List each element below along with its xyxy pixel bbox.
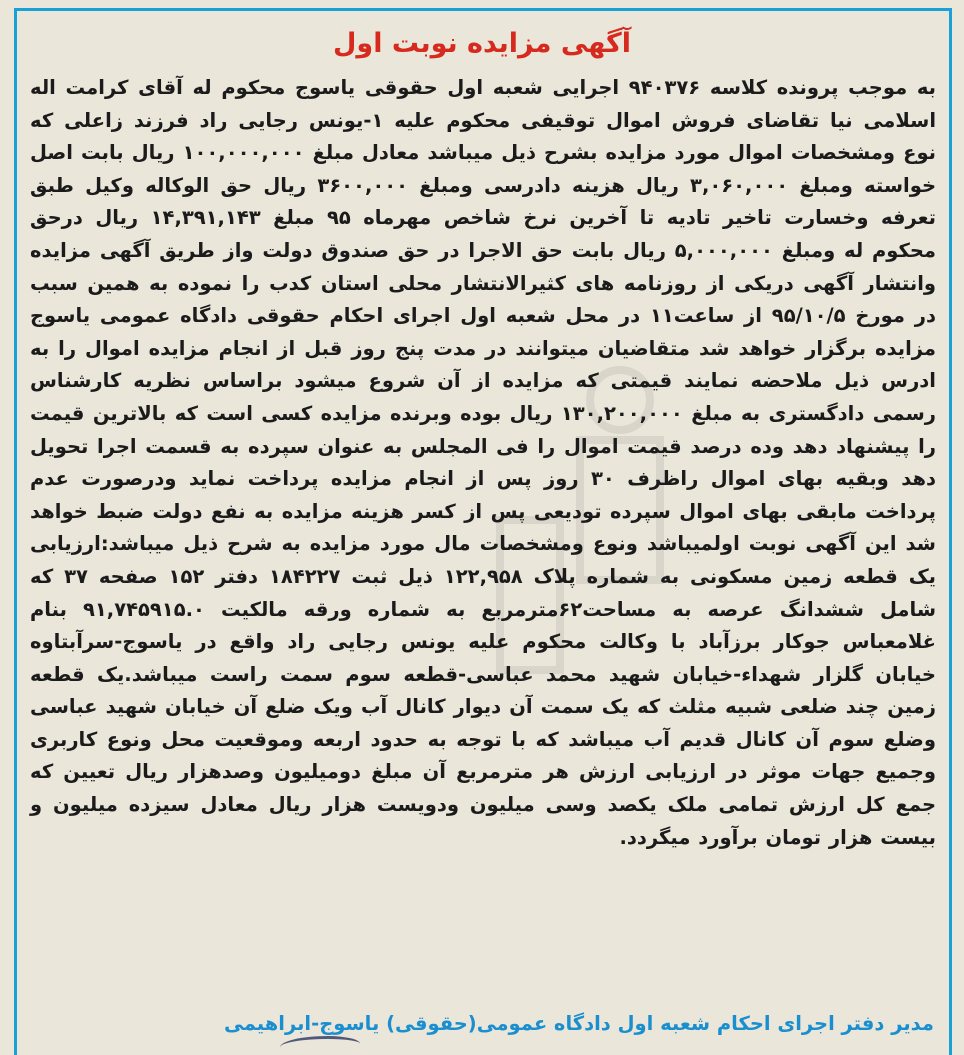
notice-signature-line: مدیر دفتر اجرای احکام شعبه اول دادگاه عمومی(حقوقی) یاسوج-ابراهیمی xyxy=(224,1012,934,1035)
frame-left-rule xyxy=(14,8,17,1055)
notice-title: آگهی مزایده نوبت اول xyxy=(333,28,631,59)
frame-top-rule xyxy=(14,8,952,11)
frame-right-rule xyxy=(949,8,952,1055)
handwritten-signature-icon xyxy=(280,1036,360,1055)
notice-body: به موجب پرونده کلاسه ۹۴۰۳۷۶ اجرایی شعبه اول حقوقی یاسوج محکوم له آقای کرامت اله اسلامی نیا تقاضای فروش اموال توقیفی محکوم علیه ۱-یونس رجایی راد فرزند زاعلی که نوع ومشخصات اموال مورد مزایده بشرح ذیل میباشد معادل مبلغ ۱۰۰,۰۰۰,۰۰۰ ریال بابت اصل خواسته ومبلغ ۳,۰۶۰,۰۰۰ ریال هزینه دادرسی ومبلغ ۳۶۰۰,۰۰۰ ریال حق الوکاله وکیل طبق تعرفه وخسارت تاخیر تادیه تا آخرین نرخ شاخص مهرماه ۹۵ مبلغ ۱۴,۳۹۱,۱۴۳ ریال درحق محکوم له ومبلغ ۵,۰۰۰,۰۰۰ ریال بابت حق الاجرا در حق صندوق دولت واز طریق آگهی مزایده وانتشار آگهی دریکی از روزنامه های کثیرالانتشار محلی استان کدب را نموده به همین سبب در مورخ ۹۵/۱۰/۵ از ساعت۱۱ در محل شعبه اول اجرای احکام حقوقی دادگاه عمومی یاسوج مزایده برگزار خواهد شد متقاضیان میتوانند در مدت پنج روز قبل از انجام مزایده اموال را به ادرس ذیل ملاحضه نمایند قیمتی که مزایده از آن شروع میشود براساس نظریه کارشناس رسمی دادگستری به مبلغ ۱۳۰,۲۰۰,۰۰۰ ریال بوده وبرنده مزایده کسی است که بالاترین قیمت را پیشنهاد دهد وده درصد قیمت اموال را فی المجلس به عنوان سپرده به قسمت اجرا تحویل دهد وبقیه بهای اموال راظرف ۳۰ روز پس از انجام مزایده پرداخت نماید ودرصورت عدم پرداخت مابقی بهای اموال سپرده تودیعی پس از کسر هزینه مزایده به نفع دولت ضبط خواهد شد این آگهی نوبت اولمیباشد ونوع ومشخصات مال مورد مزایده به شرح ذیل میباشد:ارزیابی یک قطعه زمین مسکونی به شماره پلاک ۱۲۲,۹۵۸ ذیل ثبت ۱۸۴۲۲۷ دفتر ۱۵۲ صفحه ۳۷ که شامل ششدانگ عرصه به مساحت۶۲مترمربع به شماره ورقه مالکیت ۹۱,۷۴۵۹۱۵.۰ بنام غلامعباس جوکار برزآباد با وکالت محکوم علیه یونس رجایی راد واقع در یاسوج-سرآبتاوه خیابان گلزار شهداء-خیابان شهید محمد عباسی-قطعه سوم سمت راست میباشد.یک قطعه زمین چند ضلعی شبیه مثلث که یک سمت آن دیوار کانال آب ویک ضلع آن خیابان شهید عباسی وضلع سوم آن کانال قدیم آب میباشد که با توجه به حدود اربعه وموقعیت محل ونوع کاربری وجمیع جهات موثر در ارزیابی ارزش هر مترمربع آن مبلغ دومیلیون وصدهزار ریال تعیین که جمع کل ارزش تمامی ملک یکصد وسی میلیون ودویست هزار ریال معادل سیزده میلیون و بیست هزار تومان برآورد میگردد. xyxy=(30,76,937,849)
